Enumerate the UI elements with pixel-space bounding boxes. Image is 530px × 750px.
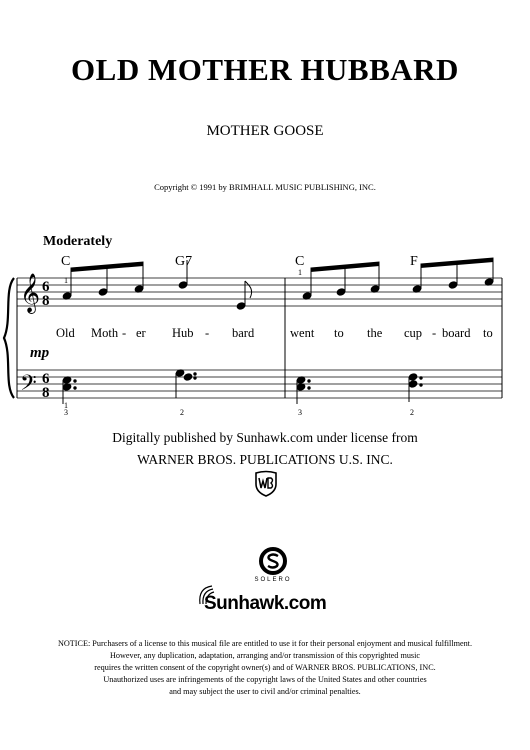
time-signature-bottom: 8 [42,385,50,401]
bass-clef-icon: 𝄢 [20,371,37,401]
fingering: 1 [64,401,68,410]
composer-name: MOTHER GOOSE [206,123,324,139]
dynamic-marking: mp [30,345,50,361]
lyric-syllable: cup [404,326,423,340]
lyric-syllable: bard [232,326,255,340]
time-signature-bottom: 8 [42,293,50,309]
treble-clef-icon: 𝄞 [20,273,41,313]
time-signature-top: 6 [42,279,50,295]
time-signature-top: 6 [42,371,50,387]
lyric-syllable: er [136,326,146,340]
lyric-syllable: Old [56,326,75,340]
sunhawk-logo [190,546,350,616]
lyric-syllable: - [205,326,210,340]
warner-bros-shield-icon [252,470,280,498]
lyric-syllable: - [122,326,127,340]
fingering: 1 [64,276,68,285]
chord-symbol: G7 [175,254,193,269]
lyric-syllable: Moth [91,326,119,340]
chord-symbol: F [410,254,418,269]
notice-line: requires the written consent of the copyright owner(s) and of WARNER BROS. PUBLICATIONS, INC. [94,663,436,672]
fingering: 1 [298,268,302,277]
lyric-syllable: went [290,326,315,340]
bass-notes [62,369,422,404]
lyric-syllable: Hub [172,326,194,340]
fingering: 3 [298,408,302,417]
solero-label: SOLERO [254,577,292,583]
notice-line: NOTICE: Purchasers of a license to this musical file are entitled to use it for their personal enjoyment and musical fulfillment. [57,639,473,648]
notice-line: and may subject the user to civil and/or criminal penalties. [169,687,361,696]
system-brace [4,278,14,398]
song-title: OLD MOTHER HUBBARD [71,52,459,87]
notice-line: Unauthorized uses are infringements of the copyright laws of the United States and other countries [103,675,427,684]
lyrics-line [56,326,493,340]
publisher-line-2: WARNER BROS. PUBLICATIONS U.S. INC. [137,452,393,467]
treble-notes-measure-2 [302,258,494,300]
lyric-syllable: board [442,326,471,340]
bass-staff [17,370,502,398]
lyric-syllable: - [432,326,437,340]
fingering: 2 [410,408,414,417]
fingering: 2 [180,408,184,417]
solero-logo-icon [261,549,285,573]
tempo-marking: Moderately [43,234,113,249]
copyright-line: Copyright © 1991 by BRIMHALL MUSIC PUBLISHING, INC. [154,182,376,192]
notice-line: However, any duplication, adaptation, arranging and/or transmission of this copyrighted music [109,651,421,660]
publisher-line-1: Digitally published by Sunhawk.com under license from [112,430,418,445]
treble-staff [17,278,502,306]
chord-symbol: C [61,254,71,269]
lyric-syllable: to [483,326,493,340]
chord-symbol: C [295,254,305,269]
sunhawk-label: Sunhawk.com [204,593,327,614]
lyric-syllable: to [334,326,344,340]
lyric-syllable: the [367,326,383,340]
fingering: 3 [64,408,68,417]
